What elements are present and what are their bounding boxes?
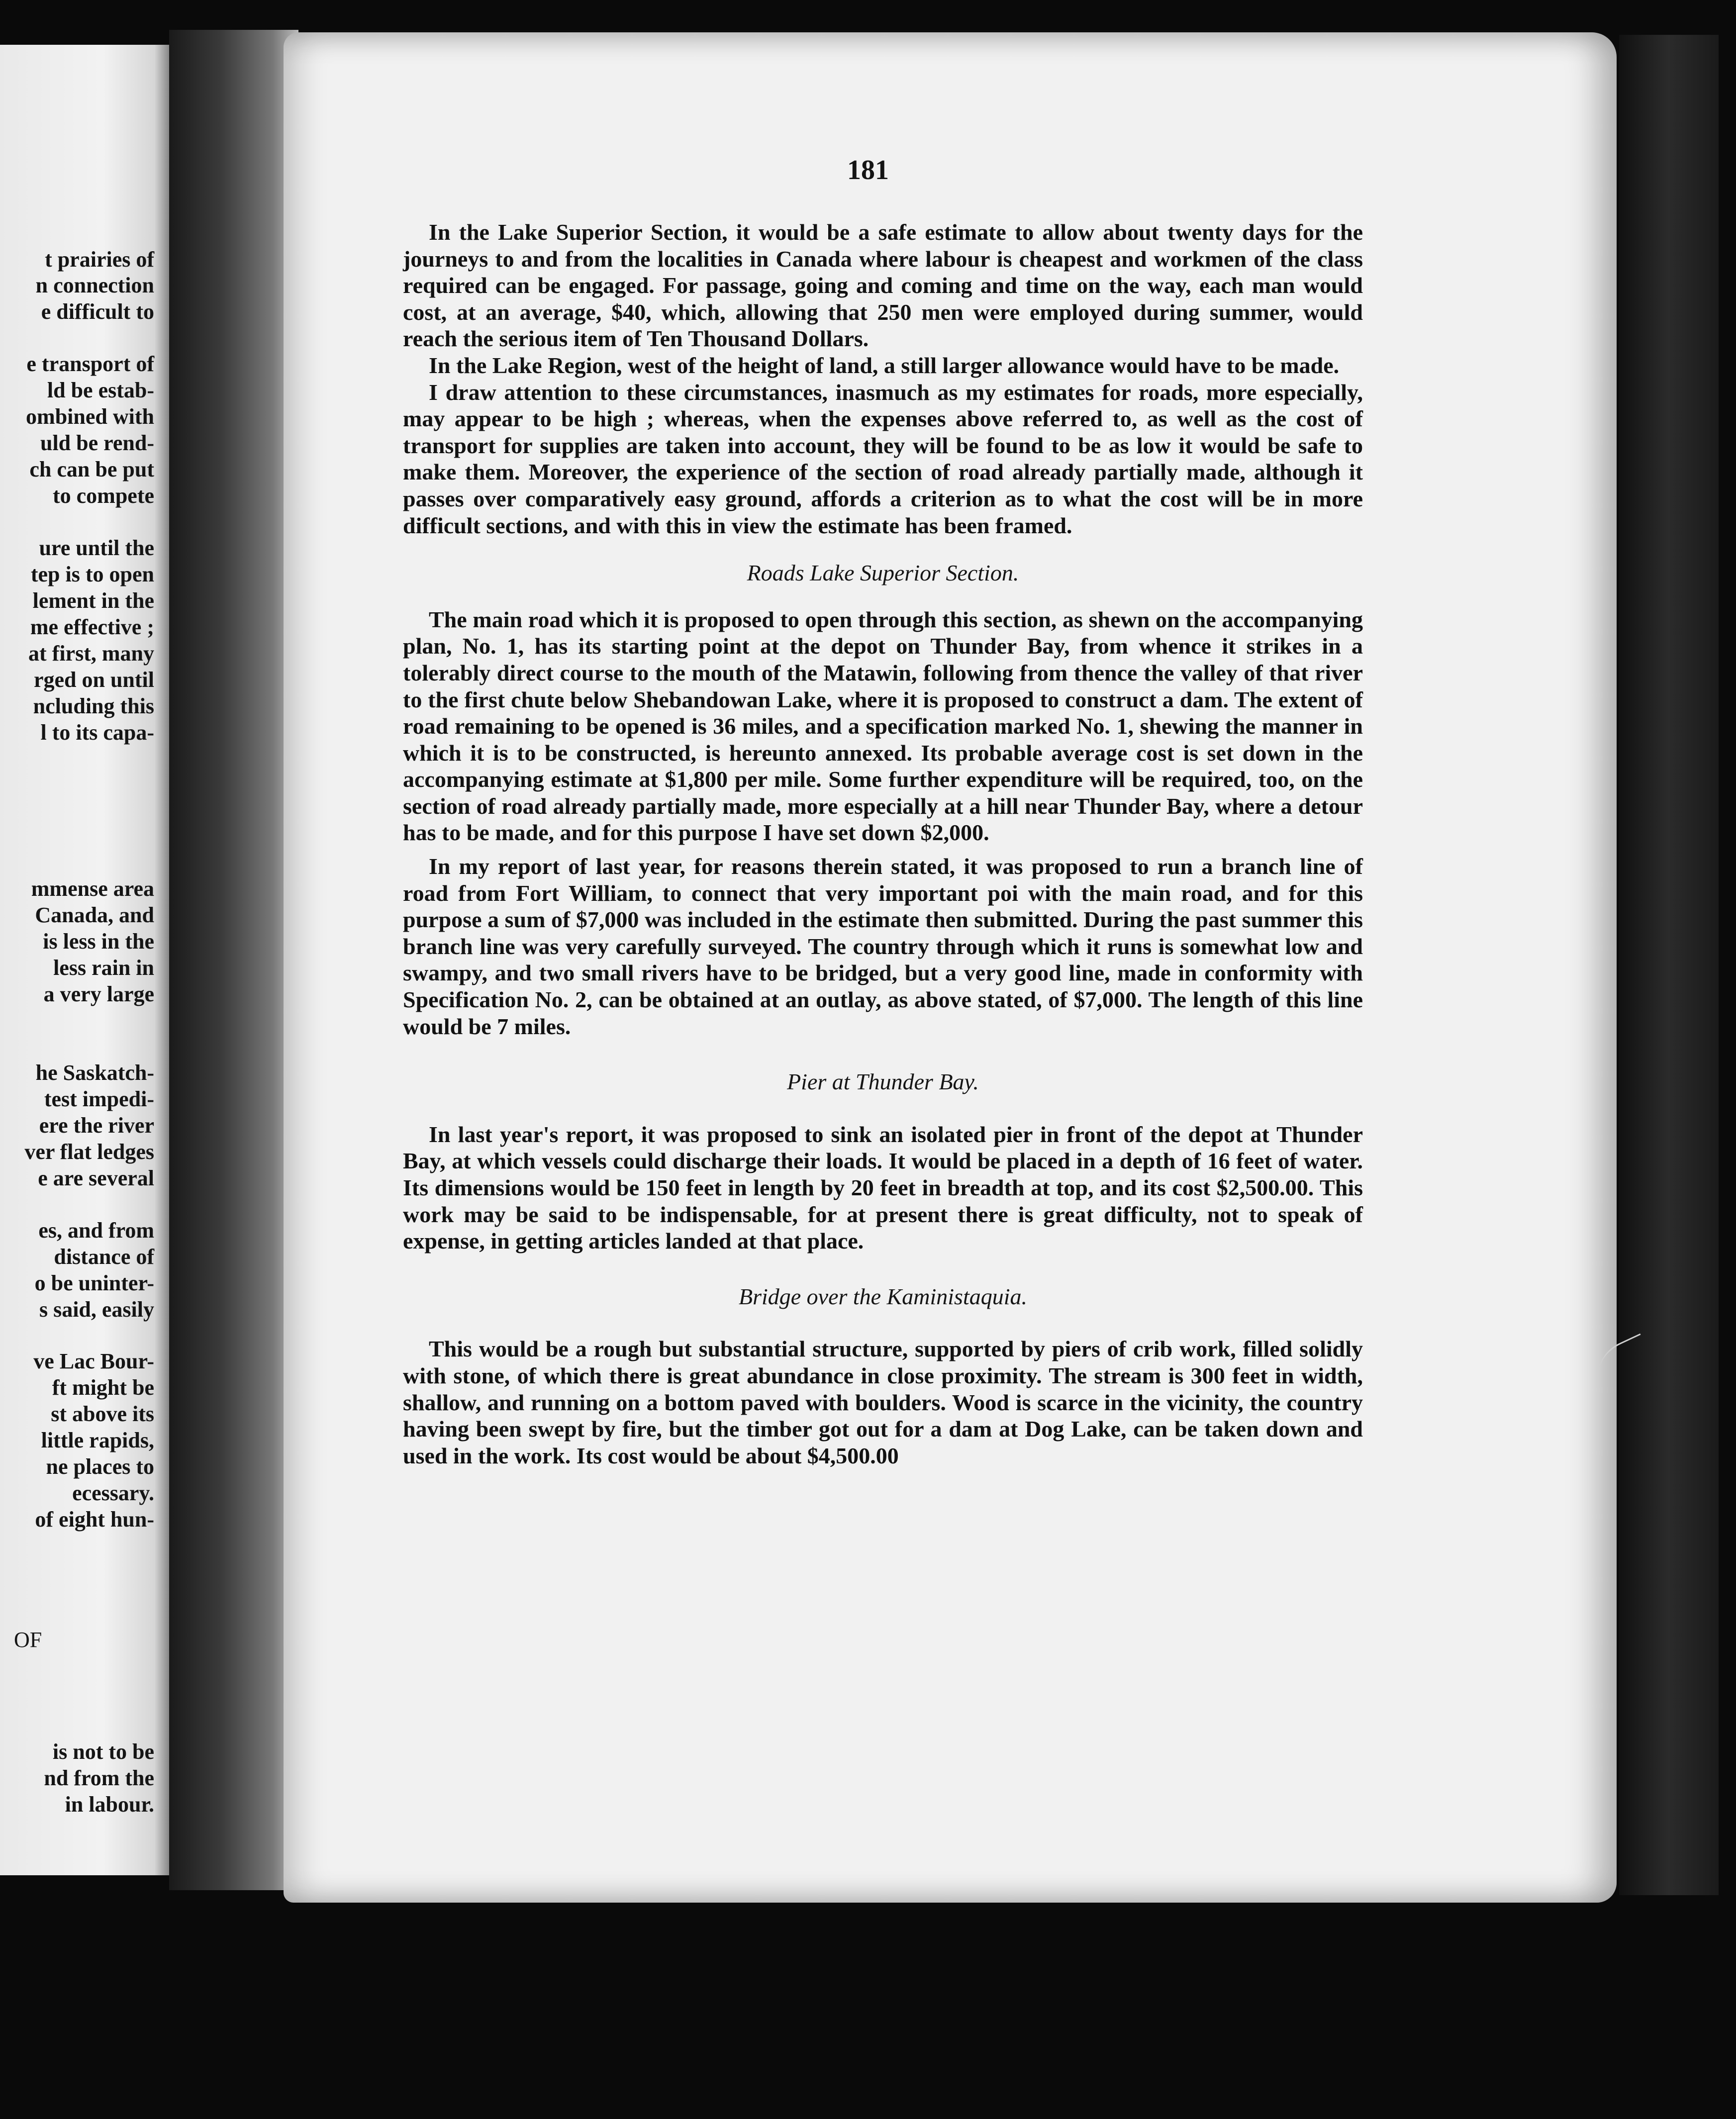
page-number: 181: [847, 155, 889, 186]
page-edge-shadow: [1619, 35, 1719, 1895]
facing-page-line: Canada, and: [35, 903, 154, 927]
facing-page-line: uld be rend-: [40, 431, 154, 455]
facing-page-line: t prairies of: [45, 247, 154, 272]
facing-page-line: of eight hun-: [35, 1507, 154, 1532]
facing-page-line: ve Lac Bour-: [33, 1349, 154, 1373]
facing-page-line: little rapids,: [41, 1428, 154, 1452]
paragraph: This would be a rough but substantial structure, supported by piers of crib work, filled solidly with stone, of which there is great abundance in close proximity. The stream is 300 feet in width, shallow, and running on a bottom paved with boulders. Wood is scarce in the vicinity, the country having been swept by fire, but the timber got out for a dam at Dog Lake, can be taken down and used in the work. Its cost would be about $4,500.00: [403, 1336, 1363, 1468]
facing-page-line: l to its capa-: [40, 720, 154, 745]
section-heading-bridge: Bridge over the Kaministaquia.: [738, 1283, 1028, 1309]
facing-page-line: o be uninter-: [34, 1271, 154, 1295]
facing-page-line: to compete: [52, 483, 154, 508]
facing-page-fragment: [0, 45, 172, 1875]
facing-page-line: test impedi-: [44, 1087, 154, 1111]
paragraph: In the Lake Region, west of the height of land, a still larger allowance would have to be made.: [429, 352, 1340, 378]
facing-page-line: e difficult to: [41, 299, 154, 324]
facing-page-line: less rain in: [53, 956, 154, 980]
facing-page-line: he Saskatch-: [35, 1060, 154, 1085]
facing-page-line: rged on until: [33, 668, 154, 692]
paragraph: I draw attention to these circumstances, inasmuch as my estimates for roads, more especially, may appear to be high ; whereas, when the expenses above referred to, as well as the cost of transport for supplies are taken into account, they will be found to be as low it would be safe to make them. Moreover, the experience of the section of road already partially made, although it passes over comparatively easy ground, affords a criterion as to what the cost will be in more difficult sections, and with this in view the estimate has been framed.: [403, 379, 1363, 538]
facing-page-line: ne places to: [46, 1454, 154, 1479]
facing-page-line: ft might be: [52, 1375, 154, 1400]
facing-page-line: st above its: [51, 1402, 154, 1426]
facing-page-line: es, and from: [38, 1218, 154, 1243]
section-heading-pier: Pier at Thunder Bay.: [787, 1069, 979, 1095]
paragraph: In my report of last year, for reasons therein stated, it was proposed to run a branch line of road from Fort William, to connect that very important poi with the main road, and for this purpose a sum of $7,000 was included in the estimate then submitted. During the past summer this branch line was very carefully surveyed. The country through which it runs is somewhat low and swampy, and two small rivers have to be bridged, but a very good line, made in conformity with Specification No. 2, can be obtained at an outlay, as above stated, of $7,000. The length of this line would be 7 miles.: [403, 854, 1363, 1039]
facing-page-line: ld be estab-: [47, 378, 154, 402]
facing-page-line: e transport of: [26, 352, 154, 376]
facing-page-line: distance of: [54, 1245, 154, 1269]
facing-page-line: s said, easily: [39, 1297, 154, 1322]
facing-page-line: me effective ;: [30, 615, 154, 639]
facing-page-line: ncluding this: [33, 694, 154, 718]
facing-page-line: a very large: [43, 982, 154, 1006]
facing-page-line: lement in the: [32, 588, 154, 613]
facing-page-line: OF: [14, 1628, 42, 1652]
facing-page-line: n connection: [35, 273, 154, 297]
body-text: [403, 219, 1363, 1469]
facing-page-line: at first, many: [28, 641, 154, 666]
paragraph: In the Lake Superior Section, it would be a safe estimate to allow about twenty days for the journeys to and from the localities in Canada where labour is cheapest and workmen of the class required can be engaged. For passage, going and coming and time on the way, each man would cost, at an average, $40, which, allowing that 250 men were employed during summer, would reach the serious item of Ten Thousand Dollars.: [403, 219, 1363, 352]
facing-page-line: ure until the: [39, 536, 154, 560]
facing-page-line: e are several: [38, 1166, 154, 1190]
facing-page-line: ere the river: [39, 1113, 154, 1138]
paragraph: The main road which it is proposed to open through this section, as shewn on the accompanying plan, No. 1, has its starting point at the depot on Thunder Bay, from whence it strikes in a tolerably direct course to the mouth of the Matawin, following from thence the valley of that river to the first chute below Shebandowan Lake, where it is proposed to construct a dam. The extent of road remaining to be opened is 36 miles, and a specification marked No. 1, shewing the manner in which it is to be constructed, is hereunto annexed. Its probable average cost is set down in the accompanying estimate at $1,800 per mile. Some further expenditure will be required, too, on the section of road already partially made, more especially at a hill near Thunder Bay, where a detour has to be made, and for this purpose I have set down $2,000.: [403, 606, 1363, 846]
facing-page-line: ecessary.: [72, 1481, 154, 1505]
facing-page-line: nd from the: [44, 1766, 154, 1790]
facing-page-line: in labour.: [65, 1792, 154, 1817]
facing-page-line: mmense area: [31, 876, 154, 901]
facing-page-line: is not to be: [52, 1739, 154, 1764]
facing-page-line: ombined with: [26, 404, 154, 429]
facing-page-line: tep is to open: [30, 562, 154, 586]
book-gutter: [169, 30, 298, 1890]
facing-page-line: ch can be put: [29, 457, 154, 482]
paragraph: In last year's report, it was proposed to sink an isolated pier in front of the depot at Thunder Bay, at which vessels could discharge their loads. It would be placed in a depth of 16 feet of water. Its dimensions would be 150 feet in length by 20 feet in breadth at top, and its cost $2,500.00. This work may be said to be indispensable, for at present there is great difficulty, not to speak of expense, in getting articles landed at that place.: [403, 1121, 1363, 1254]
section-heading-roads: Roads Lake Superior Section.: [747, 560, 1019, 586]
facing-page-line: ver flat ledges: [24, 1140, 154, 1164]
facing-page-line: is less in the: [43, 929, 154, 954]
